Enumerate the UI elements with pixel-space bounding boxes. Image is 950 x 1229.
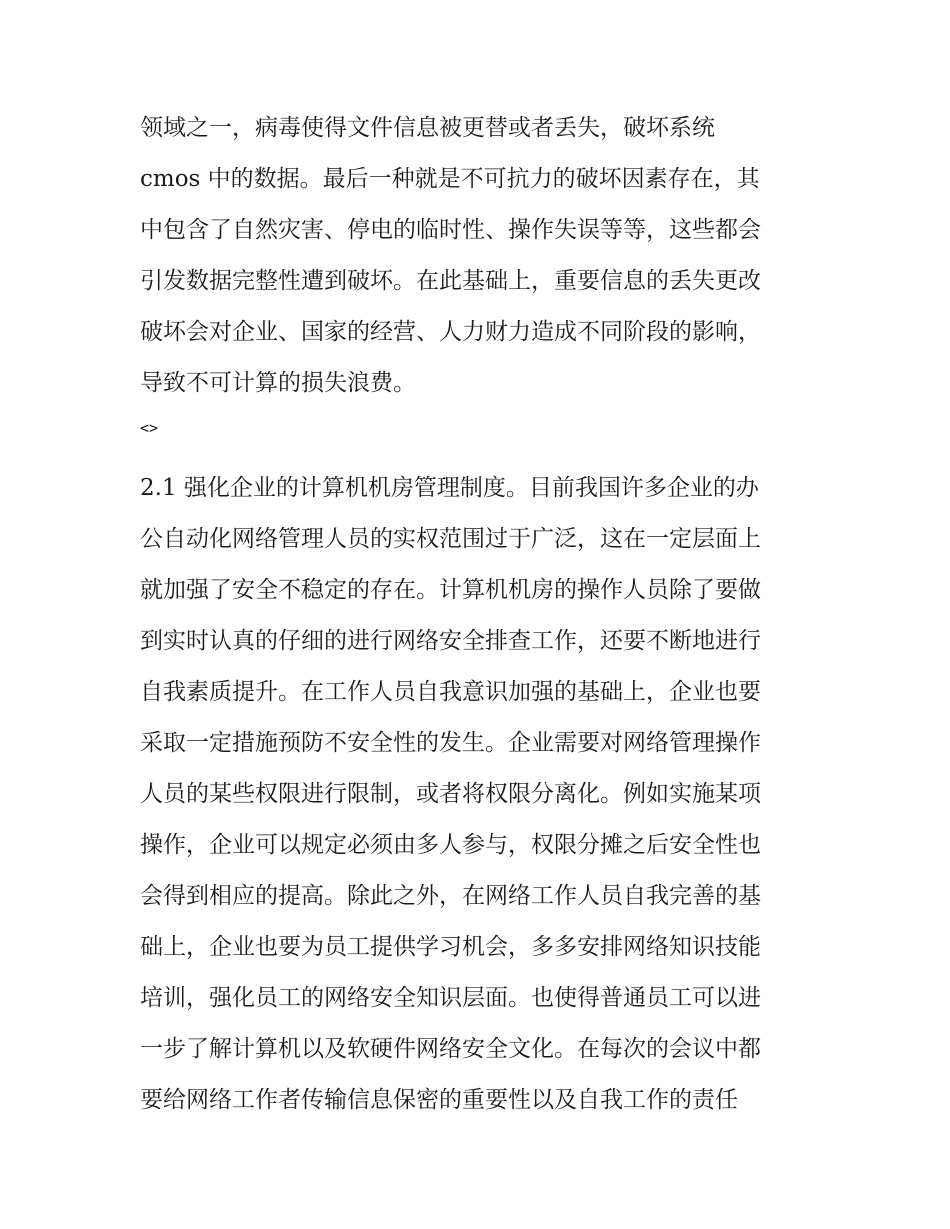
- paragraph-line: 到实时认真的仔细的进行网络安全排查工作，还要不断地进行: [140, 628, 761, 654]
- paragraph-data-integrity: [140, 103, 820, 409]
- paragraph-line: cmos 中的数据。最后一种就是不可抗力的破坏因素存在，其: [140, 166, 760, 192]
- section-marker: <>: [140, 419, 159, 437]
- paragraph-line: 就加强了安全不稳定的存在。计算机机房的操作人员除了要做: [140, 577, 761, 603]
- paragraph-line: 会得到相应的提高。除此之外，在网络工作人员自我完善的基: [140, 883, 761, 909]
- paragraph-line: 培训，强化员工的网络安全知识层面。也使得普通员工可以进: [140, 985, 761, 1011]
- paragraph-line: 础上，企业也要为员工提供学习机会，多多安排网络知识技能: [140, 934, 761, 960]
- paragraph-server-room-management: [140, 463, 820, 1126]
- paragraph-line: 领域之一，病毒使得文件信息被更替或者丢失，破坏系统: [140, 115, 715, 141]
- paragraph-line: 破坏会对企业、国家的经营、人力财力造成不同阶段的影响，: [140, 319, 761, 345]
- paragraph-line: 人员的某些权限进行限制，或者将权限分离化。例如实施某项: [140, 781, 761, 807]
- paragraph-line: 引发数据完整性遭到破坏。在此基础上，重要信息的丢失更改: [140, 268, 761, 294]
- paragraph-line: 中包含了自然灾害、停电的临时性、操作失误等等，这些都会: [140, 217, 761, 243]
- paragraph-line: 2.1 强化企业的计算机机房管理制度。目前我国许多企业的办: [140, 475, 759, 501]
- paragraph-line: 要给网络工作者传输信息保密的重要性以及自我工作的责任: [140, 1087, 738, 1113]
- paragraph-line: 导致不可计算的损失浪费。: [140, 370, 416, 396]
- paragraph-line: 采取一定措施预防不安全性的发生。企业需要对网络管理操作: [140, 730, 761, 756]
- paragraph-line: 操作，企业可以规定必须由多人参与，权限分摊之后安全性也: [140, 832, 761, 858]
- paragraph-line: 一步了解计算机以及软硬件网络安全文化。在每次的会议中都: [140, 1036, 761, 1062]
- paragraph-line: 自我素质提升。在工作人员自我意识加强的基础上，企业也要: [140, 679, 761, 705]
- paragraph-line: 公自动化网络管理人员的实权范围过于广泛，这在一定层面上: [140, 526, 761, 552]
